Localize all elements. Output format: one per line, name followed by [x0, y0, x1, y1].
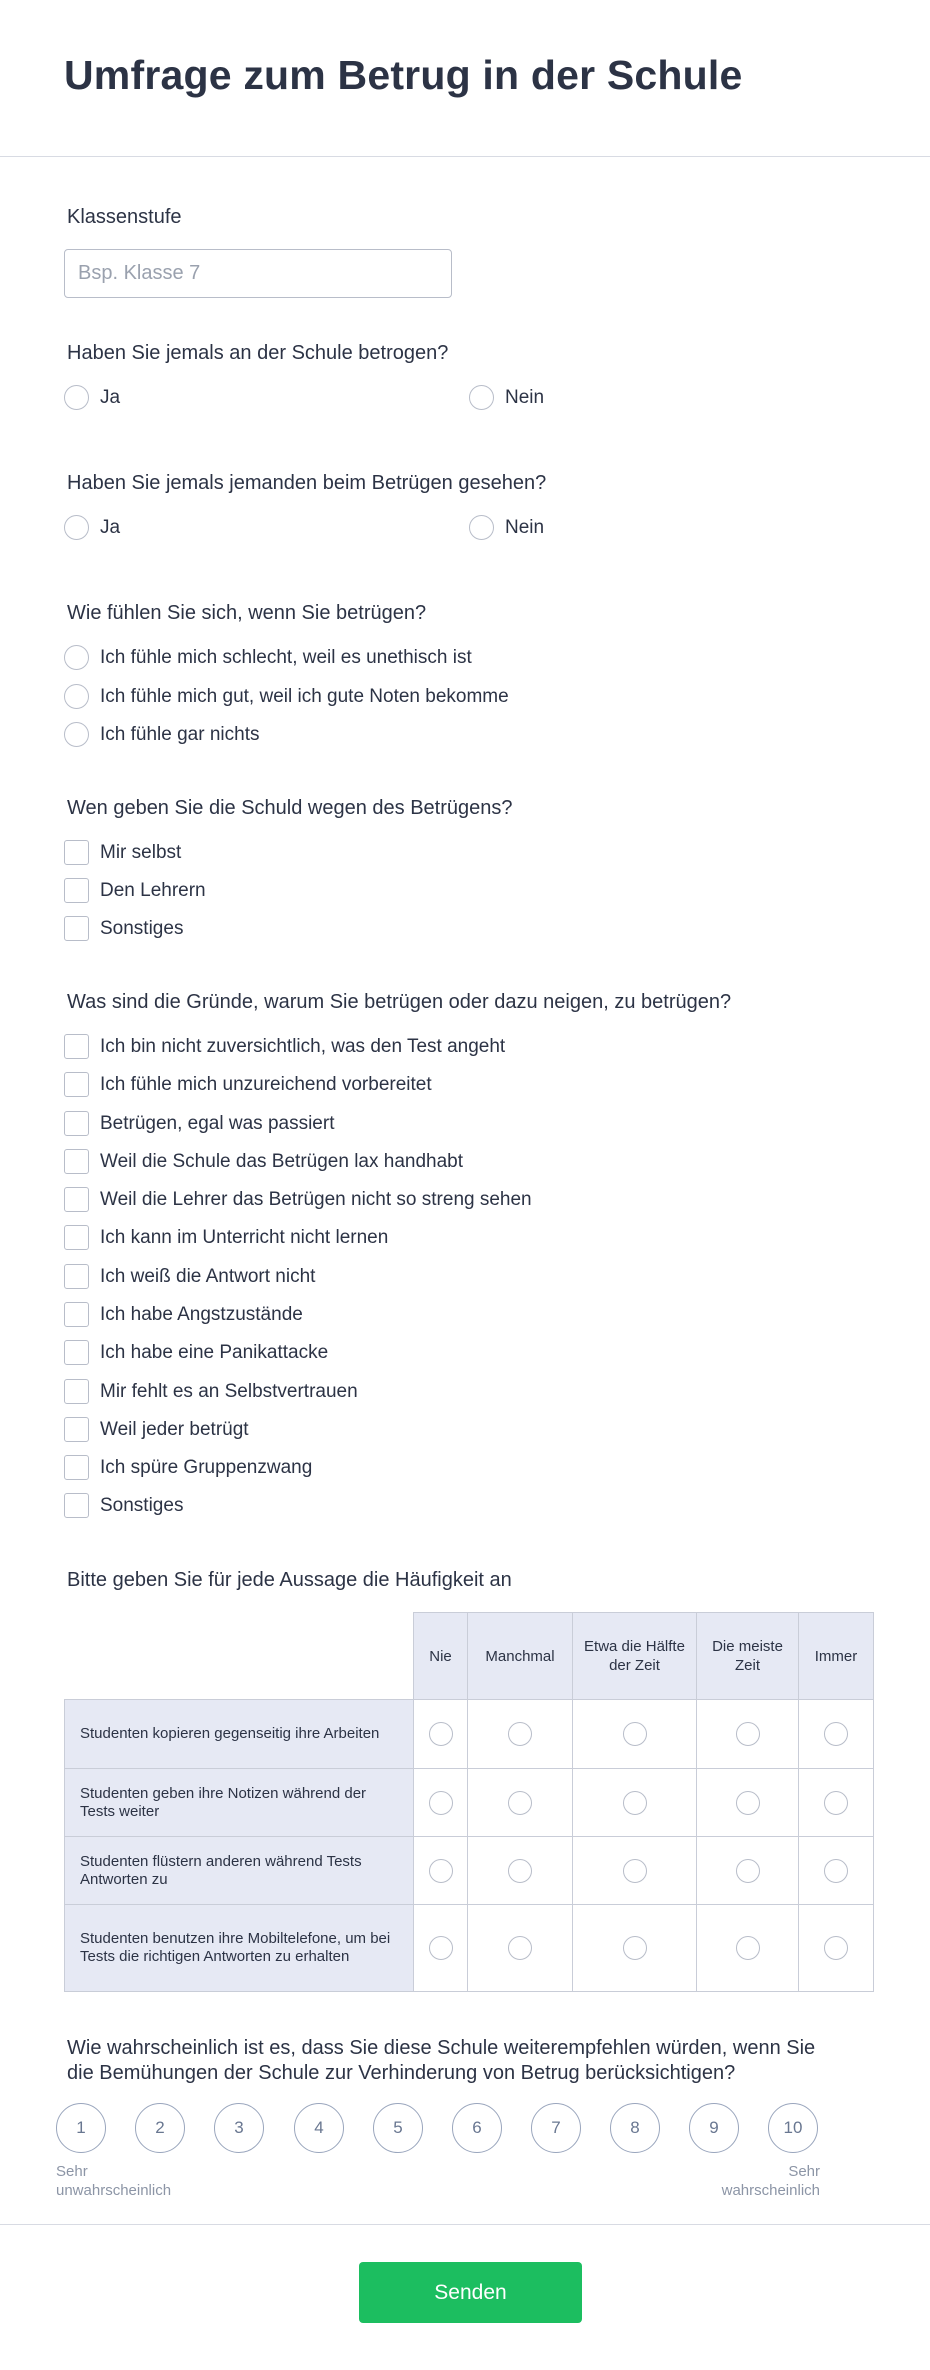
matrix-corner: [65, 1613, 414, 1700]
radio-circle[interactable]: [64, 515, 89, 540]
form-header: [0, 0, 930, 157]
option-label: Ich fühle gar nichts: [100, 723, 260, 745]
scale-low-label-line1: Sehr: [56, 2163, 88, 2180]
radio-option-seen-no[interactable]: [469, 515, 544, 540]
scale-button-8[interactable]: 8: [610, 2103, 660, 2153]
question-blame-label: Wen geben Sie die Schuld wegen des Betrügens?: [67, 797, 513, 819]
radio-circle[interactable]: [469, 515, 494, 540]
checkbox-box[interactable]: [64, 1111, 89, 1136]
matrix-radio[interactable]: [508, 1791, 532, 1815]
checkbox-box[interactable]: [64, 1072, 89, 1097]
checkbox-box[interactable]: [64, 1034, 89, 1059]
option-label: Ich fühle mich gut, weil ich gute Noten bekomme: [100, 685, 509, 707]
radio-option-seen-yes[interactable]: [64, 515, 120, 540]
matrix-cell: [573, 1769, 697, 1837]
recommend-question-line1: Wie wahrscheinlich ist es, dass Sie diese Schule weiterempfehlen würden, wenn Sie: [67, 2037, 816, 2059]
checkbox-option-blame-teachers[interactable]: [64, 878, 206, 903]
matrix-radio[interactable]: [623, 1859, 647, 1883]
option-label: Sonstiges: [100, 917, 184, 939]
option-label: Ich habe Angstzustände: [100, 1303, 303, 1325]
question-reasons-label: Was sind die Gründe, warum Sie betrügen oder dazu neigen, zu betrügen?: [67, 991, 732, 1013]
matrix-cell: [697, 1905, 799, 1992]
matrix-cell: [697, 1700, 799, 1769]
matrix-cell: [799, 1837, 874, 1905]
radio-circle[interactable]: [64, 684, 89, 709]
matrix-cell: [414, 1769, 468, 1837]
matrix-radio[interactable]: [429, 1936, 453, 1960]
checkbox-box[interactable]: [64, 1149, 89, 1174]
radio-option-cheated-no[interactable]: [469, 385, 544, 410]
radio-option-feel-nothing[interactable]: [64, 722, 259, 747]
scale-button-5[interactable]: 5: [373, 2103, 423, 2153]
matrix-row-label: Studenten geben ihre Notizen während der Tests weiter: [65, 1769, 414, 1837]
checkbox-option-reason[interactable]: [64, 1340, 328, 1365]
checkbox-option-blame-other[interactable]: [64, 916, 183, 941]
option-label: Nein: [505, 516, 545, 538]
matrix-radio[interactable]: [623, 1936, 647, 1960]
scale-button-3[interactable]: 3: [214, 2103, 264, 2153]
checkbox-box[interactable]: [64, 1417, 89, 1442]
matrix-cell: [799, 1769, 874, 1837]
recommend-question-line2: die Bemühungen der Schule zur Verhinderung von Betrug berücksichtigen?: [67, 2062, 736, 2084]
matrix-cell: [468, 1700, 573, 1769]
matrix-column-header: Manchmal: [468, 1613, 573, 1700]
matrix-radio[interactable]: [508, 1859, 532, 1883]
scale-low-label-line2: unwahrscheinlich: [56, 2182, 172, 2199]
matrix-radio[interactable]: [824, 1936, 848, 1960]
checkbox-option-reason[interactable]: [64, 1149, 463, 1174]
matrix-cell: [573, 1905, 697, 1992]
checkbox-box[interactable]: [64, 1225, 89, 1250]
matrix-cell: [414, 1905, 468, 1992]
option-label: Sonstiges: [100, 1494, 184, 1516]
checkbox-box[interactable]: [64, 1455, 89, 1480]
matrix-cell: [414, 1837, 468, 1905]
radio-circle[interactable]: [64, 385, 89, 410]
matrix-radio[interactable]: [508, 1936, 532, 1960]
checkbox-box[interactable]: [64, 1379, 89, 1404]
scale-button-2[interactable]: 2: [135, 2103, 185, 2153]
matrix-cell: [799, 1905, 874, 1992]
matrix-row-label: Studenten benutzen ihre Mobiltelefone, um bei Tests die richtigen Antworten zu erhalten: [65, 1905, 414, 1992]
question-seen-label: Haben Sie jemals jemanden beim Betrügen gesehen?: [67, 472, 547, 494]
checkbox-box[interactable]: [64, 1302, 89, 1327]
matrix-cell: [468, 1769, 573, 1837]
checkbox-box[interactable]: [64, 916, 89, 941]
checkbox-option-reason[interactable]: [64, 1187, 532, 1212]
matrix-radio[interactable]: [736, 1722, 760, 1746]
option-label: Mir fehlt es an Selbstvertrauen: [100, 1380, 358, 1402]
matrix-cell: [414, 1700, 468, 1769]
matrix-cell: [573, 1837, 697, 1905]
checkbox-box[interactable]: [64, 840, 89, 865]
matrix-column-header: Die meiste Zeit: [697, 1613, 799, 1700]
option-label: Ja: [100, 386, 121, 408]
matrix-column-header: Immer: [799, 1613, 874, 1700]
matrix-row: [65, 1905, 874, 1992]
matrix-radio[interactable]: [824, 1722, 848, 1746]
checkbox-box[interactable]: [64, 1493, 89, 1518]
radio-circle[interactable]: [469, 385, 494, 410]
checkbox-box[interactable]: [64, 1187, 89, 1212]
checkbox-option-reason[interactable]: [64, 1072, 432, 1097]
matrix-cell: [573, 1700, 697, 1769]
submit-button[interactable]: Senden: [359, 2262, 582, 2323]
matrix-radio[interactable]: [824, 1859, 848, 1883]
matrix-cell: [697, 1837, 799, 1905]
matrix-cell: [697, 1769, 799, 1837]
matrix-radio[interactable]: [429, 1859, 453, 1883]
matrix-radio[interactable]: [429, 1791, 453, 1815]
matrix-radio[interactable]: [824, 1791, 848, 1815]
scale-button-9[interactable]: 9: [689, 2103, 739, 2153]
radio-circle[interactable]: [64, 645, 89, 670]
page-title: Umfrage zum Betrug in der Schule: [64, 52, 743, 98]
checkbox-box[interactable]: [64, 1264, 89, 1289]
option-label: Mir selbst: [100, 841, 182, 863]
option-label: Ich bin nicht zuversichtlich, was den Test angeht: [100, 1035, 506, 1057]
matrix-radio[interactable]: [623, 1791, 647, 1815]
checkbox-option-reason[interactable]: [64, 1034, 505, 1059]
scale-button-6[interactable]: 6: [452, 2103, 502, 2153]
matrix-row: [65, 1700, 874, 1769]
option-label: Weil jeder betrügt: [100, 1418, 249, 1440]
radio-option-feel-bad[interactable]: [64, 645, 472, 670]
matrix-column-header: Etwa die Hälfte der Zeit: [573, 1613, 697, 1700]
radio-option-feel-good[interactable]: [64, 684, 509, 709]
checkbox-option-reason[interactable]: [64, 1111, 334, 1136]
matrix-header-row: [65, 1613, 874, 1700]
checkbox-option-reason[interactable]: [64, 1225, 388, 1250]
scale-high-label-line1: Sehr: [788, 2163, 820, 2180]
checkbox-box[interactable]: [64, 878, 89, 903]
option-label: Ja: [100, 516, 121, 538]
matrix-radio[interactable]: [508, 1722, 532, 1746]
option-label: Weil die Schule das Betrügen lax handhabt: [100, 1150, 464, 1172]
matrix-question-label: Bitte geben Sie für jede Aussage die Häufigkeit an: [67, 1569, 512, 1591]
matrix-row: [65, 1769, 874, 1837]
question-cheated-label: Haben Sie jemals an der Schule betrogen?: [67, 342, 449, 364]
matrix-radio[interactable]: [736, 1859, 760, 1883]
option-label: Ich habe eine Panikattacke: [100, 1341, 329, 1363]
matrix-radio[interactable]: [736, 1936, 760, 1960]
checkbox-option-reason[interactable]: [64, 1493, 183, 1518]
radio-option-cheated-yes[interactable]: [64, 385, 120, 410]
matrix-cell: [468, 1905, 573, 1992]
option-label: Ich spüre Gruppenzwang: [100, 1456, 313, 1478]
checkbox-option-reason[interactable]: [64, 1302, 303, 1327]
matrix-column-header: Nie: [414, 1613, 468, 1700]
option-label: Den Lehrern: [100, 879, 206, 901]
grade-input[interactable]: [64, 249, 452, 298]
checkbox-option-reason[interactable]: [64, 1455, 312, 1480]
scale-high-label: [722, 2162, 820, 2200]
scale-low-label: [56, 2162, 171, 2200]
option-label: Ich fühle mich schlecht, weil es unethisch ist: [100, 646, 472, 668]
matrix-radio[interactable]: [736, 1791, 760, 1815]
matrix-radio[interactable]: [429, 1722, 453, 1746]
scale-button-10[interactable]: 10: [768, 2103, 818, 2153]
matrix-row-label: Studenten kopieren gegenseitig ihre Arbeiten: [65, 1700, 414, 1769]
option-label: Ich kann im Unterricht nicht lernen: [100, 1226, 389, 1248]
scale-high-label-line2: wahrscheinlich: [721, 2182, 820, 2199]
matrix-row: [65, 1837, 874, 1905]
option-label: Ich fühle mich unzureichend vorbereitet: [100, 1073, 432, 1095]
matrix-cell: [468, 1837, 573, 1905]
option-label: Nein: [505, 386, 545, 408]
checkbox-option-blame-self[interactable]: [64, 840, 181, 865]
matrix-cell: [799, 1700, 874, 1769]
option-label: Betrügen, egal was passiert: [100, 1112, 335, 1134]
scale-button-1[interactable]: 1: [56, 2103, 106, 2153]
option-label: Weil die Lehrer das Betrügen nicht so streng sehen: [100, 1188, 532, 1210]
option-label: Ich weiß die Antwort nicht: [100, 1265, 316, 1287]
question-feel-label: Wie fühlen Sie sich, wenn Sie betrügen?: [67, 602, 427, 624]
matrix-row-label: Studenten flüstern anderen während Tests Antworten zu: [65, 1837, 414, 1905]
checkbox-option-reason[interactable]: [64, 1264, 315, 1289]
matrix-radio[interactable]: [623, 1722, 647, 1746]
grade-label: Klassenstufe: [67, 206, 182, 228]
radio-circle[interactable]: [64, 722, 89, 747]
checkbox-option-reason[interactable]: [64, 1417, 249, 1442]
scale-button-4[interactable]: 4: [294, 2103, 344, 2153]
frequency-matrix: [64, 1612, 874, 1992]
scale-button-7[interactable]: 7: [531, 2103, 581, 2153]
checkbox-box[interactable]: [64, 1340, 89, 1365]
checkbox-option-reason[interactable]: [64, 1379, 358, 1404]
